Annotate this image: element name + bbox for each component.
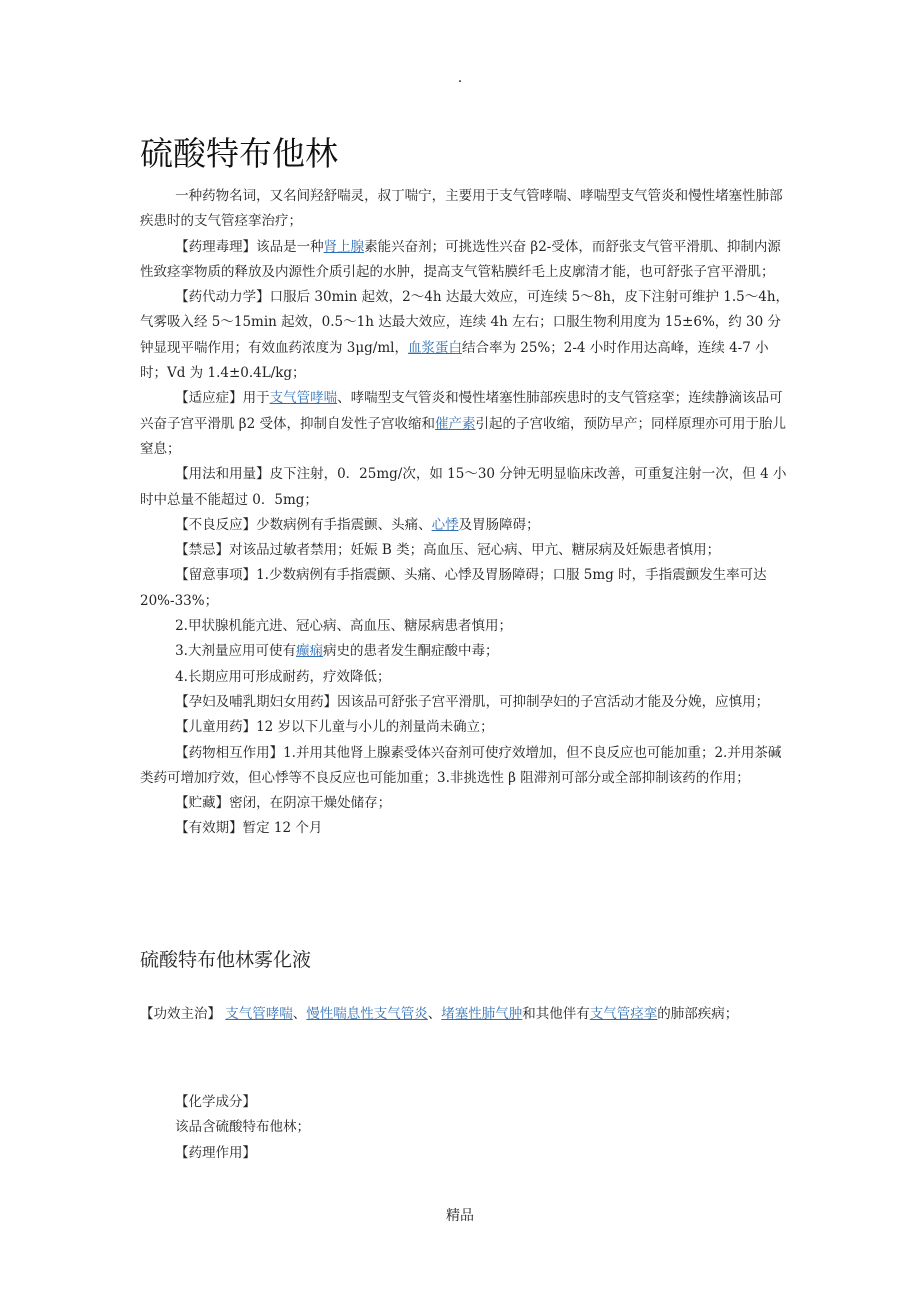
footer-text: 精品 xyxy=(446,1208,474,1224)
paragraph xyxy=(140,462,792,513)
term-link[interactable]: 血浆蛋白 xyxy=(407,339,462,356)
term-link[interactable]: 支气管痉挛 xyxy=(589,1006,658,1022)
text-segment: 4.长期应用可形成耐药，疗效降低； xyxy=(175,668,391,685)
text-segment: 一种药物名词，又名间羟舒喘灵，叔丁喘宁，主要用于支气管哮喘、哮喘型支气管炎和慢性堵塞性肺部疾患时的支气管痉挛治疗； xyxy=(140,188,783,230)
term-link[interactable]: 支气管哮喘 xyxy=(225,1006,293,1022)
text-segment: 3.大剂量应用可使有 xyxy=(175,643,296,660)
text-segment: 及胃肠障碍； xyxy=(458,516,540,533)
term-link[interactable]: 心悸 xyxy=(431,516,459,533)
paragraph xyxy=(140,386,792,462)
term-link[interactable]: 癫痫 xyxy=(295,643,323,660)
header-mark: . xyxy=(457,70,463,86)
paragraph xyxy=(140,235,792,286)
document-body xyxy=(140,184,792,842)
text-segment: 、 xyxy=(292,1006,307,1022)
paragraph xyxy=(140,690,792,715)
text-segment: 【功效主治】 xyxy=(140,1006,226,1022)
pharmacology-heading: 【药理作用】 xyxy=(175,1144,256,1161)
section-title: 硫酸特布他林雾化液 xyxy=(140,949,312,971)
text-segment: 、 xyxy=(427,1006,442,1022)
paragraph xyxy=(140,614,792,639)
text-segment: 和其他伴有 xyxy=(522,1006,590,1022)
term-link[interactable]: 催产素 xyxy=(434,415,476,432)
text-segment: 【适应症】用于 xyxy=(175,390,270,407)
text-segment: 2.甲状腺机能亢进、冠心病、高血压、糖尿病患者慎用； xyxy=(175,618,512,635)
chem-heading: 【化学成分】 xyxy=(175,1094,256,1110)
text-segment: 【药物相互作用】1.并用其他肾上腺素受体兴奋剂可使疗效增加，但不良反应也可能加重；2.并用茶碱类药可增加疗效，但心悸等不良反应也可能加重；3.非挑选性 β 阻滞剂可部分或全部抑制该药的作用； xyxy=(140,744,782,786)
text-segment: 【用法和用量】皮下注射，0．25mg/次，如 15～30 分钟无明显临床改善，可重复注射一次，但 4 小时中总量不能超过 0．5mg； xyxy=(140,466,787,508)
text-segment: 病史的患者发生酮症酸中毒； xyxy=(322,643,499,660)
text-segment: 【儿童用药】12 岁以下儿童与小儿的剂量尚未确立； xyxy=(175,719,494,736)
text-segment: 的肺部疾病； xyxy=(657,1006,739,1022)
text-segment: 【药理毒理】该品是一种 xyxy=(175,238,324,255)
page-title: 硫酸特布他林 xyxy=(140,134,338,173)
chem-text: 该品含硫酸特布他林； xyxy=(175,1119,310,1136)
text-segment: 【孕妇及哺乳期妇女用药】因该品可舒张子宫平滑肌，可抑制孕妇的子宫活动才能及分娩，应慎用； xyxy=(175,693,770,710)
text-segment: 素能兴奋剂；可挑选性兴奋 β2-受体，而舒张支气管平滑肌、抑制内源性致痉挛物质的释放及内源性介质引起的水肿，提高支气管粘膜纤毛上皮廓清才能，也可舒张子宫平滑肌； xyxy=(140,238,781,280)
paragraph xyxy=(140,639,792,664)
text-segment: 【药代动力学】口服后 30min 起效，2～4h 达最大效应，可连续 5～8h，皮下注射可维护 1.5～4h，气雾吸入经 5～15min 起效，0.5～1h 达最大效应，连续 4h 左右；口服生物利用度为 15±6%，约 30 分钟显现平喘作用；有效血药浓度为 3μg/ml， xyxy=(140,289,790,356)
text-segment: 【留意事项】1.少数病例有手指震颤、头痛、心悸及胃肠障碍；口服 5mg 时，手指震颤发生率可达 20%-33%； xyxy=(140,567,767,609)
paragraph xyxy=(140,791,792,816)
text-segment: 【贮藏】密闭，在阴凉干燥处储存； xyxy=(175,795,392,812)
efficacy-paragraph xyxy=(140,1002,840,1027)
paragraph xyxy=(140,513,792,538)
text-segment: 结合率为 25%；2-4 小时作用达高峰，连续 4-7 小时；Vd 为 1.4±0.4L/kg； xyxy=(140,339,769,382)
text-segment: 【禁忌】对该品过敏者禁用；妊娠 B 类；高血压、冠心病、甲亢、糖尿病及妊娠患者慎用； xyxy=(175,542,721,559)
paragraph xyxy=(140,715,792,740)
term-link[interactable]: 堵塞性肺气肿 xyxy=(441,1006,523,1022)
term-link[interactable]: 肾上腺 xyxy=(323,238,365,255)
paragraph xyxy=(140,563,792,614)
paragraph xyxy=(140,285,792,386)
paragraph xyxy=(140,665,792,690)
term-link[interactable]: 慢性喘息性支气管炎 xyxy=(306,1006,428,1022)
paragraph xyxy=(140,184,792,235)
text-segment: 【有效期】暂定 12 个月 xyxy=(175,820,323,837)
paragraph xyxy=(140,538,792,563)
paragraph xyxy=(140,741,792,792)
text-segment: 引起的子宫收缩，预防早产；同样原理亦可用于胎儿窒息； xyxy=(140,415,786,457)
term-link[interactable]: 支气管哮喘 xyxy=(269,390,338,407)
text-segment: 、哮喘型支气管炎和慢性堵塞性肺部疾患时的支气管痉挛；连续静滴该品可兴奋子宫平滑肌 β2 受体，抑制自发性子宫收缩和 xyxy=(140,390,783,432)
text-segment: 【不良反应】少数病例有手指震颤、头痛、 xyxy=(175,516,432,533)
paragraph xyxy=(140,816,792,841)
chemistry-section xyxy=(175,1090,310,1166)
